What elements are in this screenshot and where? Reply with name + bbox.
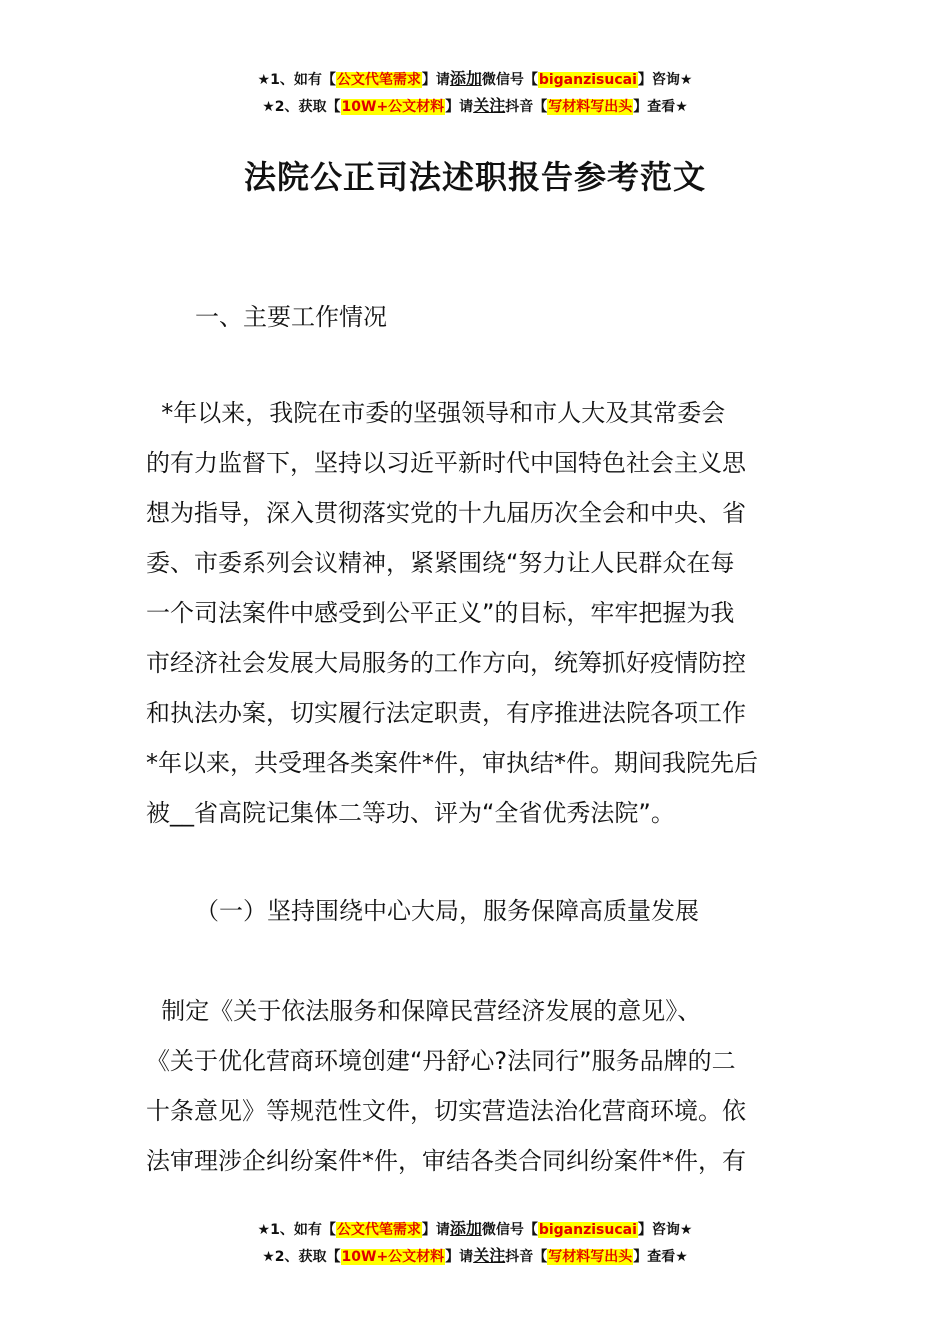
banner-underlined: 关注 xyxy=(473,96,506,115)
banner-text: 微信号【 xyxy=(481,1222,538,1238)
text-line: 制定《关于依法服务和保障民营经济发展的意见》、 xyxy=(146,997,702,1025)
document-title: 法院公正司法述职报告参考范文 xyxy=(243,158,706,196)
banner-underlined: 添加 xyxy=(449,1219,482,1238)
text-line: 委、市委系列会议精神，紧紧围绕“努力让人民群众在每 xyxy=(146,549,735,577)
banner-highlight: biganzisucai xyxy=(538,72,637,88)
text-line: 法审理涉企纠纷案件*件，审结各类合同纠纷案件*件，有 xyxy=(146,1147,746,1175)
text-line: 想为指导，深入贯彻落实党的十九届历次全会和中央、省 xyxy=(146,499,746,527)
banner-highlight: 公文代笔需求 xyxy=(336,1222,421,1238)
banner-text: ★2、获取【 xyxy=(262,1249,341,1265)
text-line: 市经济社会发展大局服务的工作方向，统筹抓好疫情防控 xyxy=(146,649,746,677)
banner-text: 抖音【 xyxy=(505,1249,548,1265)
bottom-banner xyxy=(0,1216,950,1270)
banner-line-1 xyxy=(0,1216,950,1243)
banner-highlight: biganzisucai xyxy=(538,1222,637,1238)
text-line: *年以来，我院在市委的坚强领导和市人大及其常委会 xyxy=(146,399,726,427)
text-line: 《关于优化营商环境创建“丹舒心?法同行”服务品牌的二 xyxy=(146,1047,736,1075)
banner-line-2 xyxy=(0,93,950,120)
banner-text: 】请 xyxy=(421,72,450,88)
text-line: 一个司法案件中感受到公平正义”的目标，牢牢把握为我 xyxy=(146,599,735,627)
banner-text: 】咨询★ xyxy=(637,72,693,88)
banner-line-1 xyxy=(0,66,950,93)
top-banner xyxy=(0,66,950,120)
paragraph-1 xyxy=(146,388,812,838)
banner-text: 微信号【 xyxy=(481,72,538,88)
banner-text: 】请 xyxy=(445,1249,474,1265)
banner-text: 】请 xyxy=(445,99,474,115)
banner-highlight: 10W+公文材料 xyxy=(341,1249,445,1265)
banner-highlight: 公文代笔需求 xyxy=(336,72,421,88)
banner-line-2 xyxy=(0,1243,950,1270)
text-line: 被__省高院记集体二等功、评为“全省优秀法院”。 xyxy=(146,799,675,827)
banner-underlined: 关注 xyxy=(473,1246,506,1265)
subsection-heading: （一）坚持围绕中心大局，服务保障高质量发展 xyxy=(195,897,699,925)
banner-underlined: 添加 xyxy=(449,69,482,88)
text-line: *年以来，共受理各类案件*件，审执结*件。期间我院先后 xyxy=(146,749,758,777)
banner-text: 】查看★ xyxy=(633,1249,688,1265)
paragraph-2 xyxy=(146,986,812,1186)
banner-text: ★1、如有【 xyxy=(257,1222,336,1238)
banner-highlight: 10W+公文材料 xyxy=(341,99,445,115)
text-line: 的有力监督下，坚持以习近平新时代中国特色社会主义思 xyxy=(146,449,746,477)
banner-text: 抖音【 xyxy=(505,99,548,115)
banner-text: ★2、获取【 xyxy=(262,99,341,115)
banner-text: 】查看★ xyxy=(633,99,688,115)
banner-highlight: 写材料写出头 xyxy=(548,1249,633,1265)
text-line: 十条意见》等规范性文件，切实营造法治化营商环境。依 xyxy=(146,1097,746,1125)
section-heading: 一、主要工作情况 xyxy=(195,303,387,331)
banner-text: 】请 xyxy=(421,1222,450,1238)
banner-text: 】咨询★ xyxy=(637,1222,693,1238)
text-line: 和执法办案，切实履行法定职责，有序推进法院各项工作 xyxy=(146,699,746,727)
banner-text: ★1、如有【 xyxy=(257,72,336,88)
banner-highlight: 写材料写出头 xyxy=(548,99,633,115)
